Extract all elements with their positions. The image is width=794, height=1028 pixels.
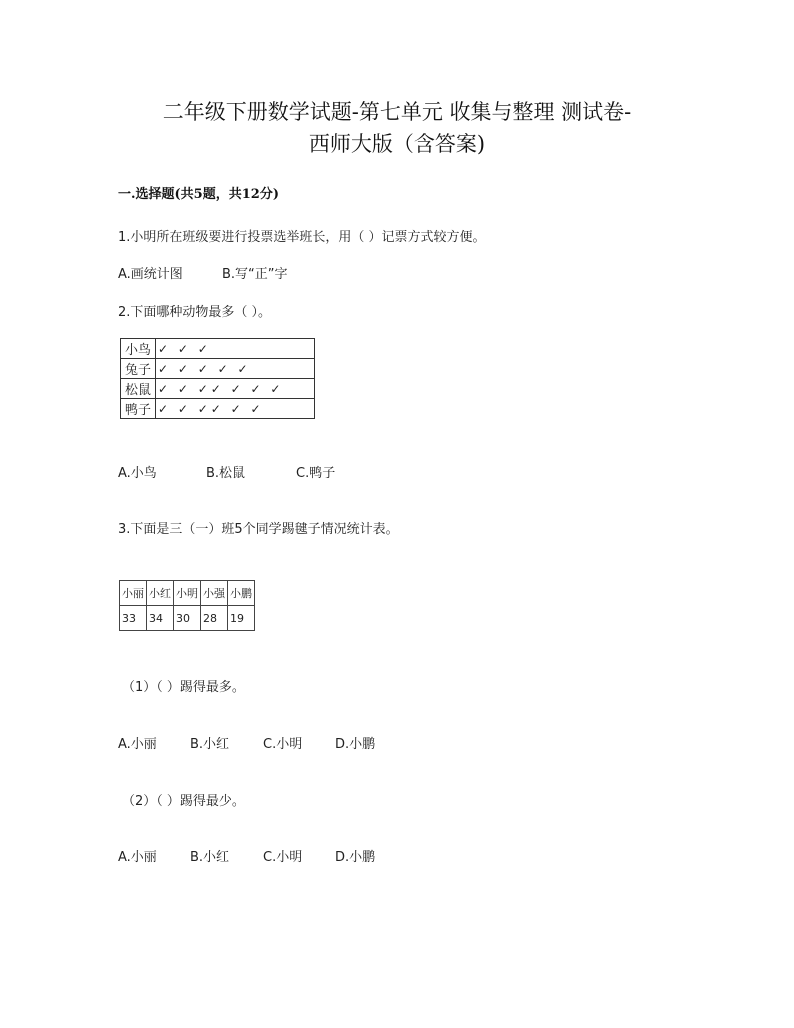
tally-table [120,338,315,419]
q3-2-option-d[interactable]: D.小鹏 [335,850,376,865]
q2-option-b[interactable]: B.松鼠 [206,466,246,481]
q1-option-a[interactable]: A.画统计图 [118,267,183,282]
table-row [121,379,315,399]
section-heading: 一.选择题(共5题，共12分) [118,187,279,202]
table-header-row [120,581,255,606]
column-header: 小明 [174,581,201,606]
q1-option-b[interactable]: B.写“正”字 [222,267,288,282]
score-table [119,580,255,631]
tally-marks: ✓ ✓ ✓ [156,339,315,359]
animal-name: 兔子 [121,359,156,379]
animal-name: 小鸟 [121,339,156,359]
question-3-sub-2: （2）（ ）踢得最少。 [122,794,245,809]
tally-marks: ✓ ✓ ✓✓ ✓ ✓ [156,399,315,419]
cell-value: 34 [147,606,174,631]
animal-name: 松鼠 [121,379,156,399]
q3-2-option-b[interactable]: B.小红 [190,850,230,865]
q3-1-option-c[interactable]: C.小明 [263,737,303,752]
q3-2-option-a[interactable]: A.小丽 [118,850,157,865]
tally-marks: ✓ ✓ ✓ ✓ ✓ [156,359,315,379]
table-row [121,399,315,419]
column-header: 小强 [201,581,228,606]
question-3-sub-1: （1）（ ）踢得最多。 [122,680,245,695]
column-header: 小丽 [120,581,147,606]
table-row [120,606,255,631]
question-3-text: 3.下面是三（一）班5个同学踢毽子情况统计表。 [118,522,399,537]
tally-marks: ✓ ✓ ✓✓ ✓ ✓ ✓ [156,379,315,399]
q2-option-c[interactable]: C.鸭子 [296,466,336,481]
column-header: 小红 [147,581,174,606]
cell-value: 33 [120,606,147,631]
page-subtitle: 西师大版（含答案) [308,132,486,156]
q3-2-option-c[interactable]: C.小明 [263,850,303,865]
question-2-text: 2.下面哪种动物最多（ ）。 [118,305,272,320]
q3-1-option-d[interactable]: D.小鹏 [335,737,376,752]
page-title: 二年级下册数学试题-第七单元 收集与整理 测试卷- [162,100,632,124]
cell-value: 28 [201,606,228,631]
cell-value: 19 [228,606,255,631]
table-row [121,359,315,379]
q3-1-option-a[interactable]: A.小丽 [118,737,157,752]
table-row [121,339,315,359]
column-header: 小鹏 [228,581,255,606]
q3-1-option-b[interactable]: B.小红 [190,737,230,752]
q2-option-a[interactable]: A.小鸟 [118,466,157,481]
animal-name: 鸭子 [121,399,156,419]
question-1-text: 1.小明所在班级要进行投票选举班长，用（ ）记票方式较方便。 [118,230,486,245]
cell-value: 30 [174,606,201,631]
